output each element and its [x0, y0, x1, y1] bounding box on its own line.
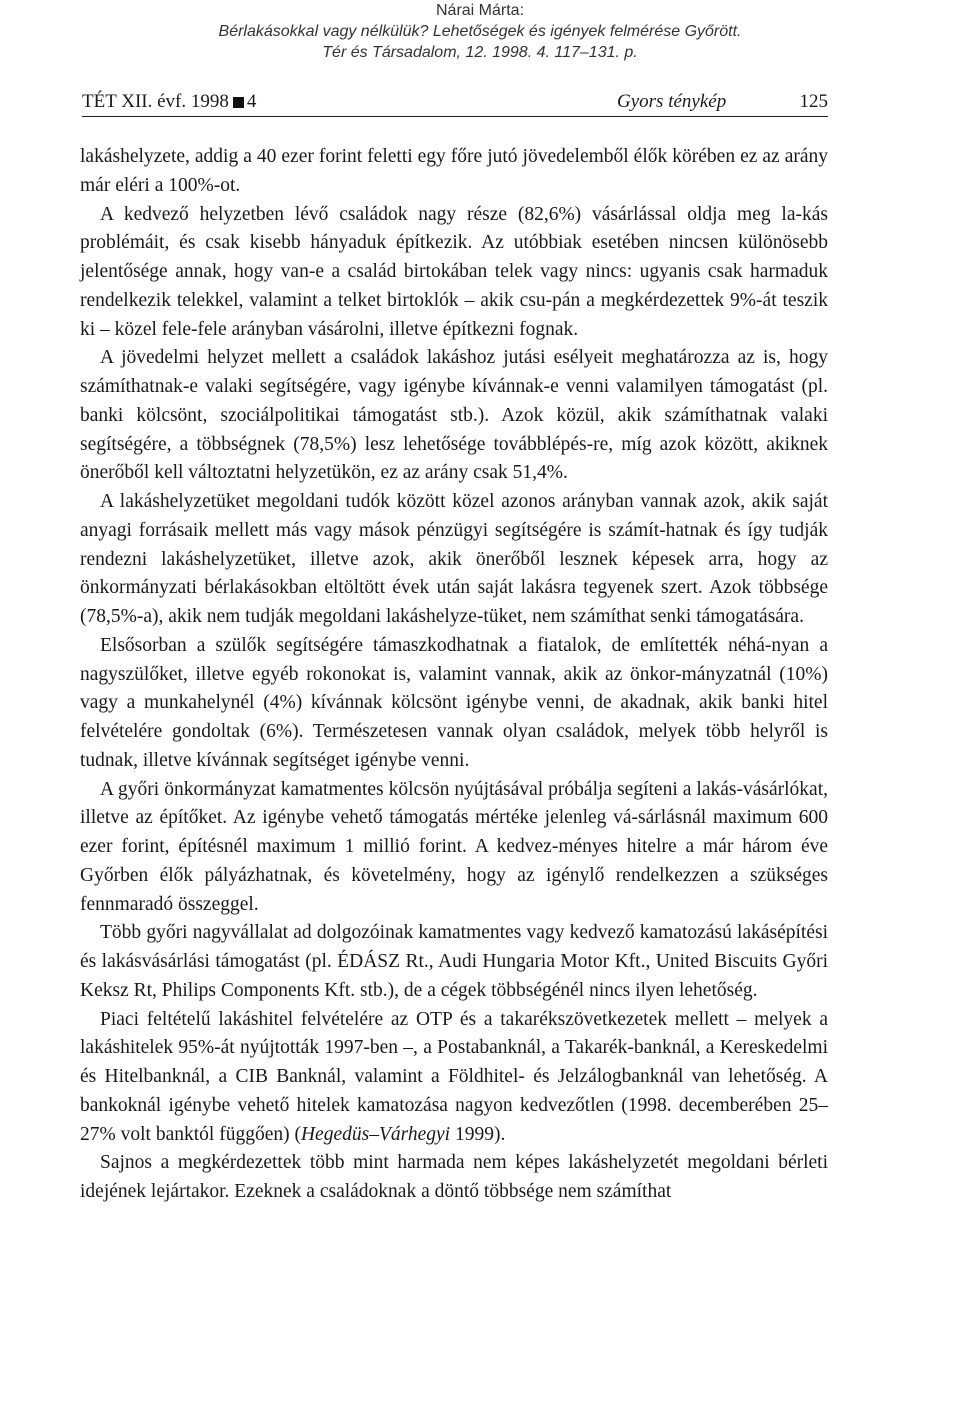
square-bullet-icon — [233, 97, 244, 108]
paragraph-with-citation: Piaci feltételű lakáshitel felvételére az OTP és a takarékszövetkezetek mellett – melyek a lakáshitelek 95%-át nyújtották 1997-ben –, a Postabanknál, a Takarék-banknál, a Kereskedelmi és Hitelbanknál, a CIB Banknál, valamint a Földhitel- és Jelzálogbanknál van lehetőség. A bankoknál igénybe vehető hitelek kamatozása nagyon kedvezőtlen (1998. decemberében 25–27% volt banktól függően) (Hegedüs–Várhegyi 1999). — [80, 1008, 828, 1145]
article-body — [80, 143, 828, 1207]
paragraph-text: Piaci feltételű lakáshitel felvételére az OTP és a takarékszövetkezetek mellett – melyek a lakáshitelek 95%-át nyújtották 1997-ben –, a Postabanknál, a Takarék-banknál, a Kereskedelmi és Hitelbanknál, a CIB Banknál, valamint a Földhitel- és Jelzálogbanknál van lehetőség. A bankoknál igénybe vehető hitelek kamatozása nagyon kedvezőtlen (1998. decemberében 25–27% volt banktól függően) — [80, 1008, 828, 1145]
journal-label: TÉT XII. évf. 1998 — [82, 91, 229, 112]
paragraph: Elsősorban a szülők segítségére támaszkodhatnak a fiatalok, de említették néhá-nyan a nagyszülőket, illetve egyéb rokonokat is, valamint vannak, akik az önkor-mányzatnál (10%) vagy a munkahelynél (4%) kívánnak kölcsönt igénybe venni, de akadnak, akik banki hitel felvételére gondoltak (6%). Természetesen vannak olyan családok, melyek több helyről is tudnak, illetve kívánnak segítséget igénybe venni. — [80, 634, 828, 771]
issue-number: 4 — [246, 91, 257, 112]
citation-header — [0, 0, 960, 63]
paragraph: A lakáshelyzetüket megoldani tudók között közel azonos arányban vannak azok, akik saját anyagi forrásaik mellett más vagy mások pénzügyi segítségére is számít-hatnak és így tudják rendezni lakáshelyzetüket, illetve azok, akik önerőből lesznek képesek arra, hogy az önkormányzati bérlakásokban eltöltött évek után saját lakásra tegyenek szert. Azok többsége (78,5%-a), akik nem tudják megoldani lakáshelyze-tüket, nem számíthat senki támogatására. — [80, 491, 828, 627]
paragraph: A kedvező helyzetben lévő családok nagy része (82,6%) vásárlással oldja meg la-kás problémáit, és csak kisebb hányaduk építkezik. Az utóbbiak esetében nincsen különösebb jelentősége annak, hogy van-e a család birtokában telek vagy nincs: ugyanis csak harmaduk rendelkezik telekkel, valamint a telket birtoklók – akik csu-pán a megkérdezettek 9%-át teszik ki – közel fele-fele arányban vásárolni, illetve építkezni fognak. — [80, 203, 828, 340]
citation-source: Tér és Társadalom, 12. 1998. 4. 117–131. p. — [322, 44, 638, 61]
citation-title: Bérlakásokkal vagy nélkülük? Lehetőségek és igények felmérése Győrött. — [218, 23, 742, 40]
paragraph: lakáshelyzete, addig a 40 ezer forint feletti egy főre jutó jövedelemből élők körében ez az arány már eléri a 100%-ot. — [80, 146, 828, 196]
paragraph: A győri önkormányzat kamatmentes kölcsön nyújtásával próbálja segíteni a lakás-vásárlókat, illetve az építőket. Az igénybe vehető támogatás mértéke jelenleg vá-sárlásnál maximum 600 ezer forint, építésnél maximum 1 millió forint. A kedvez-ményes hitelre a már három éve Győrben élők pályázhatnak, és követelmény, hogy az igénylő rendelkezzen a szükséges fennmaradó összeggel. — [80, 778, 828, 915]
paragraph: Sajnos a megkérdezettek több mint harmada nem képes lakáshelyzetét megoldani bérleti idejének lejártakor. Ezeknek a családoknak a döntő többsége nem számíthat — [80, 1152, 828, 1202]
citation-year: 1999 — [454, 1123, 494, 1145]
journal-issue — [82, 88, 256, 116]
page-number: 125 — [799, 91, 828, 112]
running-head — [82, 88, 828, 117]
citation-author: Nárai Márta: — [435, 2, 525, 19]
citation-authors: Hegedüs–Várhegyi — [300, 1123, 451, 1145]
paragraph: Több győri nagyvállalat ad dolgozóinak kamatmentes vagy kedvező kamatozású lakásépítési és lakásvásárlási támogatást (pl. ÉDÁSZ Rt., Audi Hungaria Motor Kft., United Biscuits Győri Keksz Rt, Philips Components Kft. stb.), de a cégek többségénél nincs ilyen lehetőség. — [80, 922, 828, 1001]
section-title: Gyors ténykép — [617, 91, 727, 112]
paragraph: A jövedelmi helyzet mellett a családok lakáshoz jutási esélyeit meghatározza az is, hogy számíthatnak-e valaki segítségére, vagy igénybe kívánnak-e venni valamilyen támogatást (pl. banki kölcsönt, szociálpolitikai támogatást stb.). Azok közül, akik számíthatnak valaki segítségére, a többségnek (78,5%) lesz lehetősége továbblépés-re, míg azok között, akiknek önerőből kell változtatni helyzetükön, ez az arány csak 51,4%. — [80, 347, 828, 484]
